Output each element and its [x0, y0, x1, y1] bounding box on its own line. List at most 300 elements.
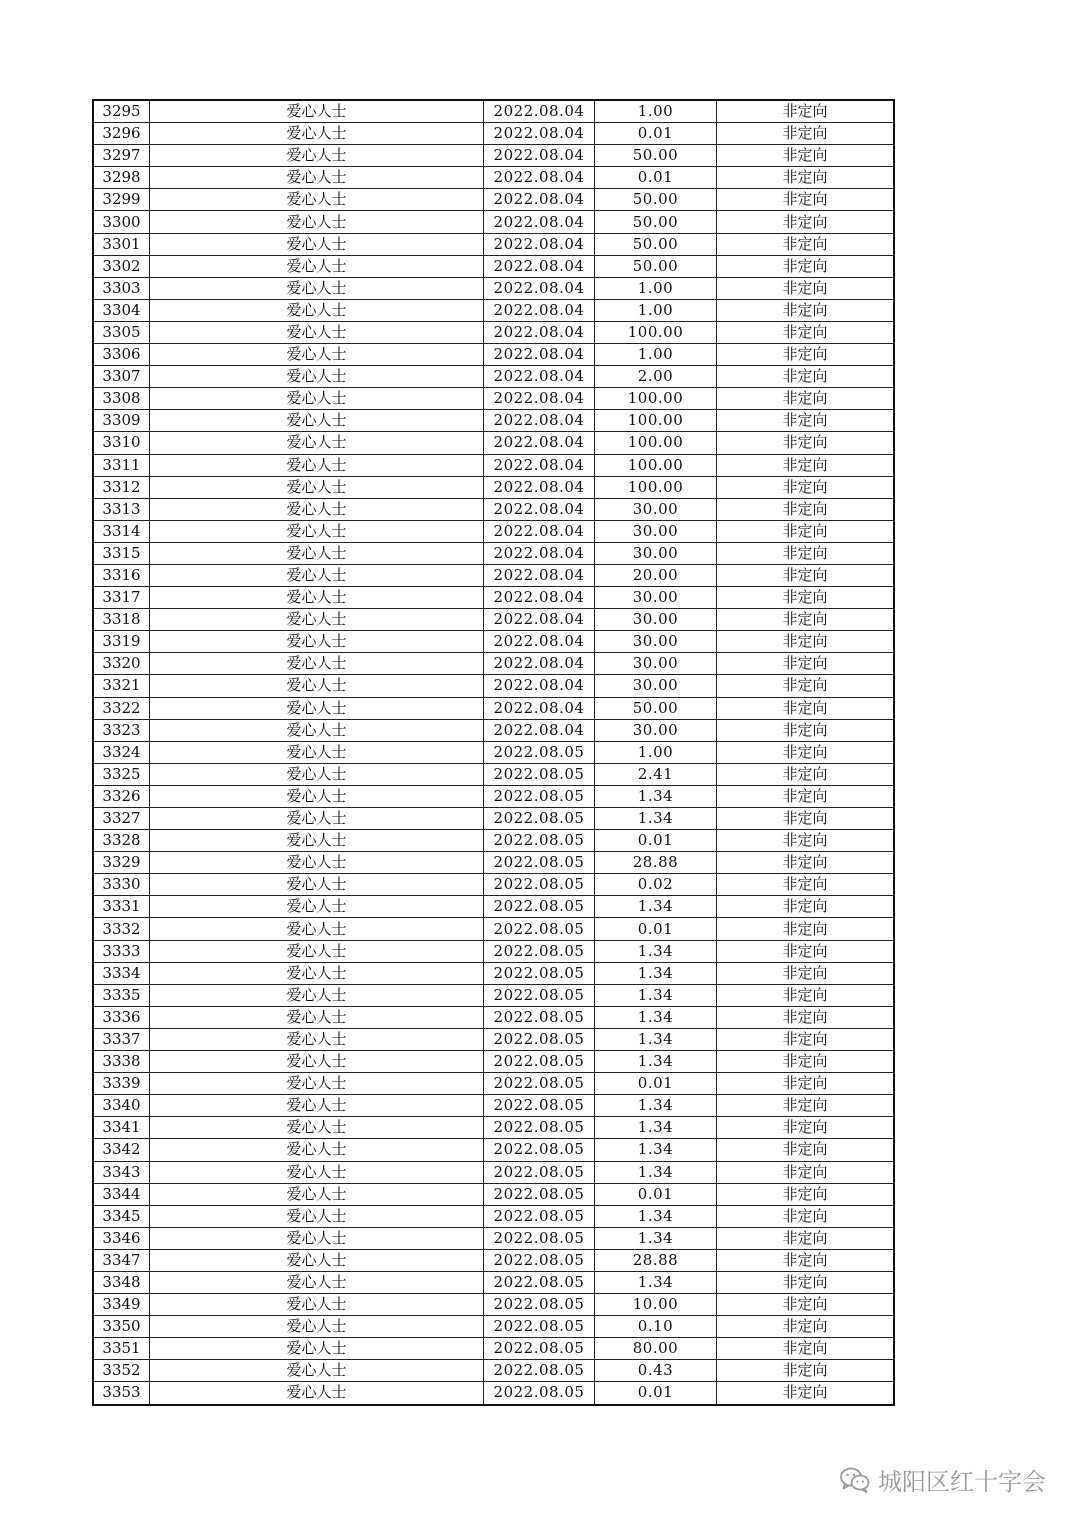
- donation-date-cell: 2022.08.05: [484, 1051, 595, 1073]
- donation-amount-cell: 1.34: [595, 1028, 717, 1050]
- donation-amount-cell: 50.00: [595, 697, 717, 719]
- table-row: [93, 1205, 894, 1227]
- table-row: [93, 1294, 894, 1316]
- donor-name-cell: 爱心人士: [150, 1338, 484, 1360]
- donation-type-cell: 非定向: [717, 255, 895, 277]
- donation-type-cell: 非定向: [717, 763, 895, 785]
- donor-name-cell: 爱心人士: [150, 1006, 484, 1028]
- serial-number-cell: 3328: [93, 830, 150, 852]
- table-row: [93, 785, 894, 807]
- donation-type-cell: 非定向: [717, 211, 895, 233]
- table-row: [93, 874, 894, 896]
- donation-type-cell: 非定向: [717, 785, 895, 807]
- table-row: [93, 410, 894, 432]
- serial-number-cell: 3317: [93, 587, 150, 609]
- donor-name-cell: 爱心人士: [150, 1227, 484, 1249]
- donation-amount-cell: 30.00: [595, 631, 717, 653]
- donation-date-cell: 2022.08.05: [484, 1139, 595, 1161]
- donor-name-cell: 爱心人士: [150, 675, 484, 697]
- donor-name-cell: 爱心人士: [150, 388, 484, 410]
- donation-type-cell: 非定向: [717, 564, 895, 586]
- donation-date-cell: 2022.08.04: [484, 299, 595, 321]
- donation-date-cell: 2022.08.05: [484, 962, 595, 984]
- donation-type-cell: 非定向: [717, 1338, 895, 1360]
- donation-date-cell: 2022.08.05: [484, 1117, 595, 1139]
- donor-name-cell: 爱心人士: [150, 454, 484, 476]
- donation-amount-cell: 100.00: [595, 454, 717, 476]
- table-row: [93, 1095, 894, 1117]
- table-row: [93, 940, 894, 962]
- donation-amount-cell: 100.00: [595, 432, 717, 454]
- donation-date-cell: 2022.08.05: [484, 1006, 595, 1028]
- donor-name-cell: 爱心人士: [150, 123, 484, 145]
- donation-type-cell: 非定向: [717, 697, 895, 719]
- donor-name-cell: 爱心人士: [150, 100, 484, 123]
- table-row: [93, 388, 894, 410]
- donation-amount-cell: 50.00: [595, 255, 717, 277]
- donation-amount-cell: 1.34: [595, 785, 717, 807]
- donation-type-cell: 非定向: [717, 542, 895, 564]
- donation-type-cell: 非定向: [717, 1161, 895, 1183]
- serial-number-cell: 3339: [93, 1073, 150, 1095]
- donation-amount-cell: 0.01: [595, 123, 717, 145]
- donation-type-cell: 非定向: [717, 1095, 895, 1117]
- serial-number-cell: 3312: [93, 476, 150, 498]
- table-row: [93, 277, 894, 299]
- donor-name-cell: 爱心人士: [150, 741, 484, 763]
- serial-number-cell: 3324: [93, 741, 150, 763]
- table-row: [93, 123, 894, 145]
- donation-amount-cell: 1.00: [595, 277, 717, 299]
- table-row: [93, 962, 894, 984]
- serial-number-cell: 3320: [93, 653, 150, 675]
- donation-amount-cell: 0.43: [595, 1360, 717, 1382]
- donation-amount-cell: 1.34: [595, 1006, 717, 1028]
- table-row: [93, 1183, 894, 1205]
- donor-name-cell: 爱心人士: [150, 277, 484, 299]
- donor-name-cell: 爱心人士: [150, 984, 484, 1006]
- table-row: [93, 1316, 894, 1338]
- table-row: [93, 1360, 894, 1382]
- table-row: [93, 1051, 894, 1073]
- donor-name-cell: 爱心人士: [150, 1360, 484, 1382]
- donation-type-cell: 非定向: [717, 741, 895, 763]
- serial-number-cell: 3303: [93, 277, 150, 299]
- donation-table-container: [92, 99, 895, 1406]
- donation-amount-cell: 0.10: [595, 1316, 717, 1338]
- table-row: [93, 1249, 894, 1271]
- donor-name-cell: 爱心人士: [150, 609, 484, 631]
- donation-type-cell: 非定向: [717, 1073, 895, 1095]
- donation-date-cell: 2022.08.04: [484, 277, 595, 299]
- donor-name-cell: 爱心人士: [150, 520, 484, 542]
- donation-date-cell: 2022.08.04: [484, 432, 595, 454]
- donation-amount-cell: 80.00: [595, 1338, 717, 1360]
- donation-amount-cell: 1.34: [595, 1117, 717, 1139]
- donation-amount-cell: 30.00: [595, 653, 717, 675]
- serial-number-cell: 3322: [93, 697, 150, 719]
- table-row: [93, 1073, 894, 1095]
- donation-date-cell: 2022.08.04: [484, 631, 595, 653]
- donation-date-cell: 2022.08.04: [484, 454, 595, 476]
- serial-number-cell: 3336: [93, 1006, 150, 1028]
- donation-type-cell: 非定向: [717, 498, 895, 520]
- table-row: [93, 741, 894, 763]
- table-row: [93, 1382, 894, 1405]
- table-row: [93, 344, 894, 366]
- table-row: [93, 808, 894, 830]
- donation-amount-cell: 0.01: [595, 1073, 717, 1095]
- donation-type-cell: 非定向: [717, 984, 895, 1006]
- donation-date-cell: 2022.08.04: [484, 609, 595, 631]
- watermark: [840, 1462, 1046, 1497]
- donor-name-cell: 爱心人士: [150, 476, 484, 498]
- donation-type-cell: 非定向: [717, 1205, 895, 1227]
- donation-amount-cell: 1.34: [595, 962, 717, 984]
- table-row: [93, 697, 894, 719]
- table-row: [93, 1006, 894, 1028]
- donor-name-cell: 爱心人士: [150, 189, 484, 211]
- donation-type-cell: 非定向: [717, 1360, 895, 1382]
- donation-date-cell: 2022.08.05: [484, 763, 595, 785]
- donor-name-cell: 爱心人士: [150, 299, 484, 321]
- donation-type-cell: 非定向: [717, 808, 895, 830]
- donation-amount-cell: 28.88: [595, 1249, 717, 1271]
- donation-type-cell: 非定向: [717, 1051, 895, 1073]
- donation-type-cell: 非定向: [717, 277, 895, 299]
- donation-amount-cell: 50.00: [595, 233, 717, 255]
- serial-number-cell: 3353: [93, 1382, 150, 1405]
- donation-date-cell: 2022.08.04: [484, 189, 595, 211]
- wechat-icon: [840, 1467, 870, 1493]
- donation-date-cell: 2022.08.05: [484, 1095, 595, 1117]
- donation-amount-cell: 2.41: [595, 763, 717, 785]
- donation-type-cell: 非定向: [717, 940, 895, 962]
- donation-amount-cell: 50.00: [595, 189, 717, 211]
- donation-amount-cell: 0.01: [595, 830, 717, 852]
- donation-amount-cell: 0.01: [595, 1382, 717, 1405]
- donation-amount-cell: 28.88: [595, 852, 717, 874]
- table-row: [93, 1227, 894, 1249]
- donation-date-cell: 2022.08.04: [484, 123, 595, 145]
- donation-amount-cell: 50.00: [595, 145, 717, 167]
- table-row: [93, 609, 894, 631]
- table-row: [93, 189, 894, 211]
- donation-type-cell: 非定向: [717, 321, 895, 343]
- table-row: [93, 1161, 894, 1183]
- serial-number-cell: 3350: [93, 1316, 150, 1338]
- donation-type-cell: 非定向: [717, 1294, 895, 1316]
- donation-type-cell: 非定向: [717, 145, 895, 167]
- donation-date-cell: 2022.08.05: [484, 984, 595, 1006]
- table-row: [93, 719, 894, 741]
- donation-date-cell: 2022.08.05: [484, 1028, 595, 1050]
- donation-type-cell: 非定向: [717, 675, 895, 697]
- table-row: [93, 321, 894, 343]
- donation-date-cell: 2022.08.04: [484, 498, 595, 520]
- table-row: [93, 498, 894, 520]
- donation-date-cell: 2022.08.05: [484, 1360, 595, 1382]
- serial-number-cell: 3347: [93, 1249, 150, 1271]
- serial-number-cell: 3340: [93, 1095, 150, 1117]
- serial-number-cell: 3313: [93, 498, 150, 520]
- donor-name-cell: 爱心人士: [150, 233, 484, 255]
- table-row: [93, 542, 894, 564]
- donation-table-body: [93, 100, 894, 1405]
- donation-date-cell: 2022.08.04: [484, 167, 595, 189]
- donation-type-cell: 非定向: [717, 410, 895, 432]
- table-row: [93, 145, 894, 167]
- serial-number-cell: 3295: [93, 100, 150, 123]
- serial-number-cell: 3309: [93, 410, 150, 432]
- donation-date-cell: 2022.08.05: [484, 1205, 595, 1227]
- donor-name-cell: 爱心人士: [150, 145, 484, 167]
- donation-amount-cell: 1.34: [595, 940, 717, 962]
- donor-name-cell: 爱心人士: [150, 542, 484, 564]
- donation-date-cell: 2022.08.04: [484, 653, 595, 675]
- table-row: [93, 830, 894, 852]
- serial-number-cell: 3351: [93, 1338, 150, 1360]
- donation-amount-cell: 30.00: [595, 542, 717, 564]
- donor-name-cell: 爱心人士: [150, 962, 484, 984]
- serial-number-cell: 3345: [93, 1205, 150, 1227]
- table-row: [93, 675, 894, 697]
- donor-name-cell: 爱心人士: [150, 808, 484, 830]
- donor-name-cell: 爱心人士: [150, 432, 484, 454]
- donation-amount-cell: 0.01: [595, 1183, 717, 1205]
- donation-date-cell: 2022.08.04: [484, 542, 595, 564]
- serial-number-cell: 3302: [93, 255, 150, 277]
- serial-number-cell: 3318: [93, 609, 150, 631]
- donation-amount-cell: 1.34: [595, 808, 717, 830]
- donation-amount-cell: 1.34: [595, 1227, 717, 1249]
- donation-type-cell: 非定向: [717, 653, 895, 675]
- donation-amount-cell: 20.00: [595, 564, 717, 586]
- donation-type-cell: 非定向: [717, 233, 895, 255]
- donor-name-cell: 爱心人士: [150, 1161, 484, 1183]
- donor-name-cell: 爱心人士: [150, 940, 484, 962]
- table-row: [93, 564, 894, 586]
- donation-type-cell: 非定向: [717, 874, 895, 896]
- donation-date-cell: 2022.08.05: [484, 940, 595, 962]
- donor-name-cell: 爱心人士: [150, 830, 484, 852]
- serial-number-cell: 3301: [93, 233, 150, 255]
- donor-name-cell: 爱心人士: [150, 763, 484, 785]
- serial-number-cell: 3332: [93, 918, 150, 940]
- donation-amount-cell: 0.01: [595, 918, 717, 940]
- donation-date-cell: 2022.08.05: [484, 830, 595, 852]
- donation-type-cell: 非定向: [717, 344, 895, 366]
- donation-type-cell: 非定向: [717, 1271, 895, 1293]
- donation-type-cell: 非定向: [717, 388, 895, 410]
- donation-type-cell: 非定向: [717, 587, 895, 609]
- donation-type-cell: 非定向: [717, 631, 895, 653]
- donation-amount-cell: 2.00: [595, 366, 717, 388]
- table-row: [93, 167, 894, 189]
- donation-amount-cell: 1.34: [595, 896, 717, 918]
- donor-name-cell: 爱心人士: [150, 852, 484, 874]
- serial-number-cell: 3316: [93, 564, 150, 586]
- donation-amount-cell: 1.00: [595, 741, 717, 763]
- serial-number-cell: 3327: [93, 808, 150, 830]
- table-row: [93, 255, 894, 277]
- donor-name-cell: 爱心人士: [150, 918, 484, 940]
- donation-date-cell: 2022.08.05: [484, 918, 595, 940]
- table-row: [93, 631, 894, 653]
- table-row: [93, 366, 894, 388]
- serial-number-cell: 3310: [93, 432, 150, 454]
- donation-amount-cell: 1.34: [595, 984, 717, 1006]
- donation-type-cell: 非定向: [717, 896, 895, 918]
- donation-date-cell: 2022.08.04: [484, 675, 595, 697]
- donation-date-cell: 2022.08.05: [484, 785, 595, 807]
- donation-type-cell: 非定向: [717, 1028, 895, 1050]
- donor-name-cell: 爱心人士: [150, 1051, 484, 1073]
- serial-number-cell: 3334: [93, 962, 150, 984]
- donor-name-cell: 爱心人士: [150, 587, 484, 609]
- serial-number-cell: 3329: [93, 852, 150, 874]
- donation-date-cell: 2022.08.04: [484, 719, 595, 741]
- serial-number-cell: 3349: [93, 1294, 150, 1316]
- donor-name-cell: 爱心人士: [150, 1073, 484, 1095]
- donation-type-cell: 非定向: [717, 1227, 895, 1249]
- donation-date-cell: 2022.08.05: [484, 741, 595, 763]
- donor-name-cell: 爱心人士: [150, 564, 484, 586]
- donation-type-cell: 非定向: [717, 454, 895, 476]
- serial-number-cell: 3297: [93, 145, 150, 167]
- table-row: [93, 587, 894, 609]
- donation-date-cell: 2022.08.04: [484, 410, 595, 432]
- donation-amount-cell: 1.00: [595, 100, 717, 123]
- donation-date-cell: 2022.08.05: [484, 1338, 595, 1360]
- donation-table: [92, 99, 895, 1406]
- donation-date-cell: 2022.08.05: [484, 1316, 595, 1338]
- table-row: [93, 100, 894, 123]
- donor-name-cell: 爱心人士: [150, 653, 484, 675]
- donor-name-cell: 爱心人士: [150, 785, 484, 807]
- donor-name-cell: 爱心人士: [150, 697, 484, 719]
- donor-name-cell: 爱心人士: [150, 1139, 484, 1161]
- donation-type-cell: 非定向: [717, 852, 895, 874]
- donation-type-cell: 非定向: [717, 123, 895, 145]
- table-row: [93, 1028, 894, 1050]
- donor-name-cell: 爱心人士: [150, 498, 484, 520]
- donation-date-cell: 2022.08.04: [484, 321, 595, 343]
- donation-amount-cell: 100.00: [595, 410, 717, 432]
- donation-date-cell: 2022.08.05: [484, 1183, 595, 1205]
- serial-number-cell: 3321: [93, 675, 150, 697]
- table-row: [93, 454, 894, 476]
- donation-type-cell: 非定向: [717, 962, 895, 984]
- donation-type-cell: 非定向: [717, 432, 895, 454]
- table-row: [93, 1338, 894, 1360]
- donor-name-cell: 爱心人士: [150, 211, 484, 233]
- donation-date-cell: 2022.08.04: [484, 145, 595, 167]
- donation-amount-cell: 10.00: [595, 1294, 717, 1316]
- table-row: [93, 852, 894, 874]
- table-row: [93, 1117, 894, 1139]
- serial-number-cell: 3298: [93, 167, 150, 189]
- table-row: [93, 476, 894, 498]
- donation-date-cell: 2022.08.04: [484, 520, 595, 542]
- donation-date-cell: 2022.08.05: [484, 1227, 595, 1249]
- donation-type-cell: 非定向: [717, 100, 895, 123]
- donation-amount-cell: 100.00: [595, 321, 717, 343]
- serial-number-cell: 3341: [93, 1117, 150, 1139]
- serial-number-cell: 3319: [93, 631, 150, 653]
- table-row: [93, 299, 894, 321]
- serial-number-cell: 3346: [93, 1227, 150, 1249]
- donor-name-cell: 爱心人士: [150, 1271, 484, 1293]
- donation-amount-cell: 30.00: [595, 498, 717, 520]
- donation-type-cell: 非定向: [717, 1139, 895, 1161]
- serial-number-cell: 3300: [93, 211, 150, 233]
- donation-type-cell: 非定向: [717, 299, 895, 321]
- donation-type-cell: 非定向: [717, 830, 895, 852]
- donation-date-cell: 2022.08.04: [484, 344, 595, 366]
- table-row: [93, 763, 894, 785]
- watermark-text: 城阳区红十字会: [878, 1468, 1046, 1496]
- table-row: [93, 432, 894, 454]
- serial-number-cell: 3333: [93, 940, 150, 962]
- donor-name-cell: 爱心人士: [150, 1316, 484, 1338]
- donation-type-cell: 非定向: [717, 476, 895, 498]
- donation-amount-cell: 0.01: [595, 167, 717, 189]
- serial-number-cell: 3304: [93, 299, 150, 321]
- donor-name-cell: 爱心人士: [150, 719, 484, 741]
- donation-date-cell: 2022.08.04: [484, 388, 595, 410]
- donation-date-cell: 2022.08.05: [484, 896, 595, 918]
- donation-date-cell: 2022.08.05: [484, 852, 595, 874]
- serial-number-cell: 3308: [93, 388, 150, 410]
- donor-name-cell: 爱心人士: [150, 410, 484, 432]
- serial-number-cell: 3315: [93, 542, 150, 564]
- donation-amount-cell: 1.34: [595, 1161, 717, 1183]
- table-row: [93, 984, 894, 1006]
- donation-date-cell: 2022.08.05: [484, 1249, 595, 1271]
- serial-number-cell: 3326: [93, 785, 150, 807]
- donation-amount-cell: 1.34: [595, 1271, 717, 1293]
- donor-name-cell: 爱心人士: [150, 1294, 484, 1316]
- donation-date-cell: 2022.08.05: [484, 1271, 595, 1293]
- donation-date-cell: 2022.08.04: [484, 564, 595, 586]
- donor-name-cell: 爱心人士: [150, 874, 484, 896]
- table-row: [93, 1271, 894, 1293]
- donation-date-cell: 2022.08.04: [484, 697, 595, 719]
- donation-date-cell: 2022.08.05: [484, 1073, 595, 1095]
- serial-number-cell: 3307: [93, 366, 150, 388]
- table-row: [93, 1139, 894, 1161]
- donation-date-cell: 2022.08.05: [484, 808, 595, 830]
- donation-date-cell: 2022.08.05: [484, 874, 595, 896]
- serial-number-cell: 3342: [93, 1139, 150, 1161]
- donation-type-cell: 非定向: [717, 719, 895, 741]
- donor-name-cell: 爱心人士: [150, 344, 484, 366]
- donation-type-cell: 非定向: [717, 1006, 895, 1028]
- serial-number-cell: 3348: [93, 1271, 150, 1293]
- donation-type-cell: 非定向: [717, 918, 895, 940]
- table-row: [93, 653, 894, 675]
- donation-amount-cell: 100.00: [595, 388, 717, 410]
- donor-name-cell: 爱心人士: [150, 321, 484, 343]
- donation-type-cell: 非定向: [717, 189, 895, 211]
- donation-date-cell: 2022.08.04: [484, 476, 595, 498]
- serial-number-cell: 3305: [93, 321, 150, 343]
- serial-number-cell: 3343: [93, 1161, 150, 1183]
- donation-date-cell: 2022.08.05: [484, 1382, 595, 1405]
- donation-type-cell: 非定向: [717, 1382, 895, 1405]
- table-row: [93, 233, 894, 255]
